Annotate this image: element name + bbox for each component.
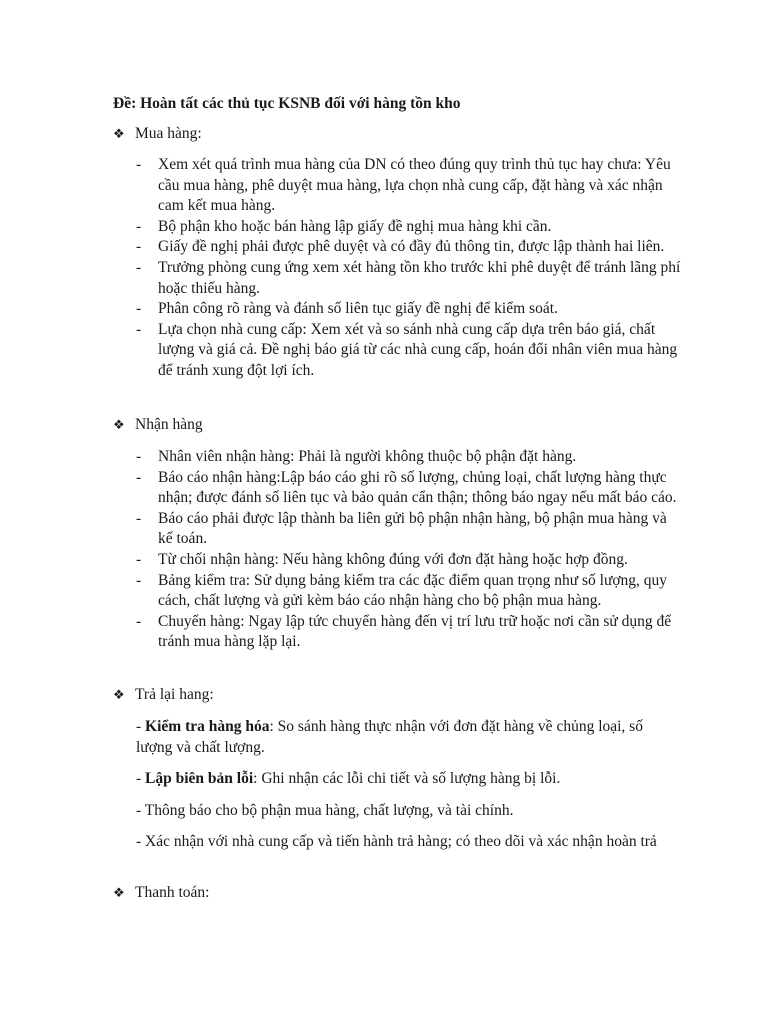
list-item-text: Nhân viên nhận hàng: Phải là người không thuộc bộ phận đặt hàng.	[158, 448, 577, 465]
dash-marker: -	[136, 217, 142, 235]
dash-marker: -	[136, 300, 142, 318]
diamond-bullet-icon: ❖	[113, 885, 125, 900]
dash-marker: -	[136, 468, 142, 486]
list-item-text: Báo cáo phải được lập thành ba liên gửi bộ phận nhận hàng, bộ phận mua hàng và kế toán.	[158, 509, 667, 548]
dash-marker: -	[136, 550, 142, 568]
list-item	[136, 217, 681, 238]
section-label: Nhận hàng	[135, 416, 203, 433]
list-item-text: Bảng kiểm tra: Sử dụng bảng kiểm tra các đặc điểm quan trọng như số lượng, quy cách, chất lượng và gửi kèm báo cáo nhận hàng cho bộ phận mua hàng.	[158, 571, 668, 610]
diamond-bullet-icon: ❖	[113, 687, 125, 702]
paragraph-kiem-tra-hang-hoa	[136, 717, 681, 758]
list-item-text: Phân công rõ ràng và đánh số liên tục giấy đề nghị để kiểm soát.	[158, 300, 558, 318]
section-heading-nhan-hang	[113, 415, 203, 435]
diamond-bullet-icon: ❖	[113, 417, 125, 432]
list-item	[136, 550, 681, 571]
dash-marker: -	[136, 612, 142, 630]
list-item-text: Từ chối nhận hàng: Nếu hàng không đúng với đơn đặt hàng hoặc hợp đồng.	[158, 550, 628, 568]
list-item-text: Trưởng phòng cung ứng xem xét hàng tồn kho trước khi phê duyệt để tránh lãng phí hoặc thiếu hàng.	[158, 258, 681, 297]
paragraph-bold-term: Lập biên bản lỗi	[145, 770, 254, 787]
diamond-bullet-icon: ❖	[113, 126, 125, 141]
section-heading-tra-lai-hang	[113, 685, 214, 705]
paragraph-bold-term: Kiểm tra hàng hóa	[145, 718, 270, 735]
list-item	[136, 509, 681, 550]
paragraph-prefix: -	[136, 718, 146, 735]
nhan-hang-list	[136, 447, 681, 653]
section-heading-thanh-toan	[113, 883, 209, 903]
list-item-text: Xem xét quá trình mua hàng của DN có theo đúng quy trình thủ tục hay chưa: Yêu cầu mua hàng, phê duyệt mua hàng, lựa chọn nhà cung cấp, đặt hàng và xác nhận cam kết mua hàng.	[158, 156, 671, 215]
list-item	[136, 237, 681, 258]
list-item	[136, 612, 681, 653]
document-title: Đề: Hoàn tất các thủ tục KSNB đối với hàng tồn kho	[113, 95, 461, 112]
list-item-text: Bộ phận kho hoặc bán hàng lập giấy đề nghị mua hàng khi cần.	[158, 217, 552, 235]
list-item	[136, 447, 681, 468]
list-item	[136, 258, 681, 299]
paragraph-text: - Thông báo cho bộ phận mua hàng, chất lượng, và tài chính.	[136, 802, 514, 819]
section-label: Thanh toán:	[135, 884, 210, 901]
list-item-text: Báo cáo nhận hàng:Lập báo cáo ghi rõ số lượng, chủng loại, chất lượng hàng thực nhận; được đánh số liên tục và bảo quản cẩn thận; thông báo ngay nếu mất báo cáo.	[158, 468, 677, 507]
paragraph-text: : Ghi nhận các lỗi chi tiết và số lượng hàng bị lỗi.	[253, 770, 561, 787]
dash-marker: -	[136, 320, 142, 338]
list-item	[136, 155, 681, 217]
dash-marker: -	[136, 571, 142, 589]
mua-hang-list	[136, 155, 681, 382]
list-item-text: Giấy đề nghị phải được phê duyệt và có đầy đủ thông tin, được lập thành hai liên.	[158, 238, 665, 256]
paragraph-prefix: -	[136, 770, 146, 787]
paragraph-thong-bao	[136, 801, 681, 822]
dash-marker: -	[136, 258, 142, 276]
paragraph-text: : So sánh hàng thực nhận với đơn đặt hàng về chủng loại, số lượng và chất lượng.	[136, 718, 643, 756]
dash-marker: -	[136, 238, 142, 256]
paragraph-xac-nhan	[136, 832, 681, 853]
list-item	[136, 320, 681, 382]
dash-marker: -	[136, 509, 142, 527]
paragraph-lap-bien-ban-loi	[136, 769, 681, 790]
list-item	[136, 299, 681, 320]
dash-marker: -	[136, 156, 142, 173]
list-item-text: Lựa chọn nhà cung cấp: Xem xét và so sánh nhà cung cấp dựa trên báo giá, chất lượng và giá cả. Đề nghị báo giá từ các nhà cung cấp, hoán đổi nhân viên mua hàng để tránh xung đột lợi ích.	[158, 320, 678, 379]
list-item-text: Chuyển hàng: Ngay lập tức chuyển hàng đến vị trí lưu trữ hoặc nơi cần sử dụng để tránh mua hàng lặp lại.	[158, 612, 672, 651]
section-heading-mua-hang	[113, 124, 202, 144]
section-label: Trả lại hang:	[135, 686, 214, 703]
dash-marker: -	[136, 448, 142, 465]
list-item	[136, 468, 681, 509]
paragraph-text: - Xác nhận với nhà cung cấp và tiến hành trả hàng; có theo dõi và xác nhận hoàn trả	[136, 833, 657, 850]
section-label: Mua hàng:	[135, 125, 202, 142]
list-item	[136, 571, 681, 612]
